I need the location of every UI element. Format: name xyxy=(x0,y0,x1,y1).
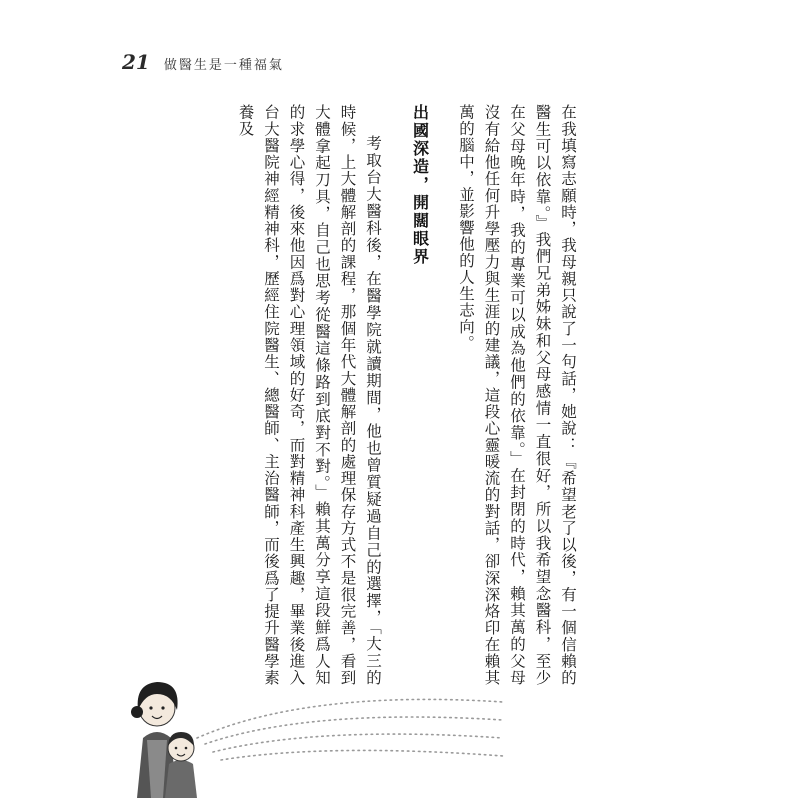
section-heading: 出國深造，開闊眼界 xyxy=(410,104,430,266)
dotted-trail-lines xyxy=(197,699,503,760)
page-number: 21 xyxy=(122,50,150,74)
page-header xyxy=(122,50,284,74)
mother-and-child-with-dotted-trails-illustration xyxy=(125,668,505,798)
paragraph-1: 在我填寫志願時，我母親只說了一句話，她說：『希望老了以後，有一個信賴的醫生可以依靠。』我們兄弟姊妹和父母感情一直很好，所以我希望念醫科，至少在父母晚年時，我的專業可以成為他們的依靠。」在封閉的時代，賴其萬的父母沒有給他任何升學壓力與生涯的建議，這段心靈暖流的對話，卻深深烙印在賴其萬的腦中，並影響他的人生志向。 xyxy=(457,104,577,686)
paragraph-2: 考取台大醫科後，在醫學院就讀期間，他也曾質疑過自己的選擇，「大三的時候，上大體解剖的課程，那個年代大體解剖的處理保存方式不是很完善，看到大體拿起刀具，自己也思考從醫這條路到底對不對。」賴其萬分享這段鮮爲人知的求學心得，後來他因爲對心理領域的好奇，而對精神科產生興趣，畢業後進入台大醫院神經精神科，歷經住院醫生、總醫師、主治醫師，而後爲了提升醫學素養及 xyxy=(236,104,382,686)
running-title: 做醫生是一種福氣 xyxy=(163,58,284,73)
child-figure xyxy=(165,732,197,798)
vertical-body-text xyxy=(180,104,580,686)
